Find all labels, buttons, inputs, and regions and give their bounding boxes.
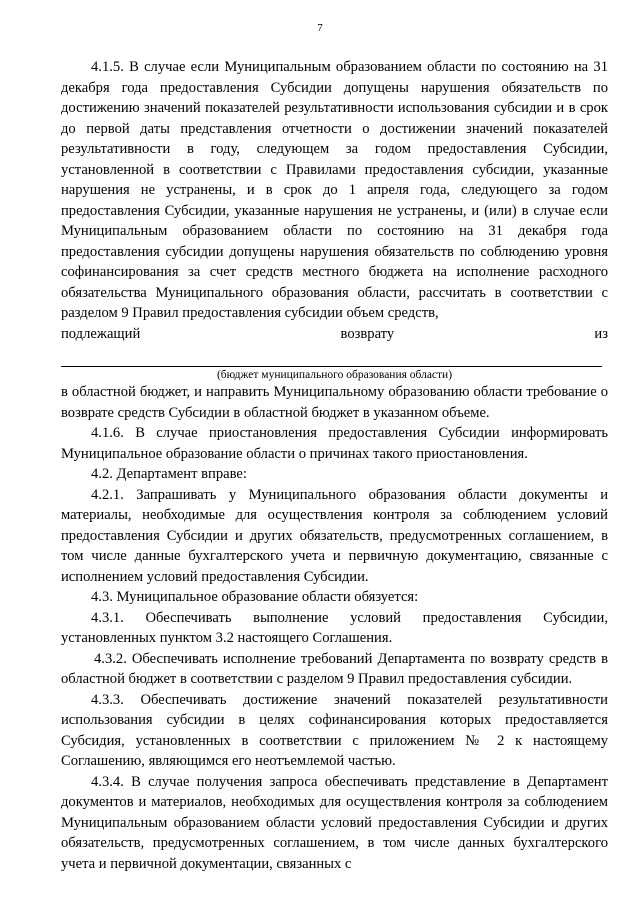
paragraph-4-1-6: 4.1.6. В случае приостановления предоставления Субсидии информировать Муниципальное образование области о причинах такого приостановления. <box>61 425 608 462</box>
word: из <box>594 325 608 342</box>
paragraph-4-3: 4.3. Муниципальное образование области обязуется: <box>91 589 419 605</box>
paragraph-4-1-5: 4.1.5. В случае если Муниципальным образованием области по состоянию на 31 декабря года предоставления Субсидии допущены нарушения обязательств по достижению значений показателей результативности использования субсидии и в срок до первой даты представления отчетности о достижении значений показателей результативности в году, следующем за годом предоставления Субсидии, установленной в соответствии с Правилами предоставления субсидии, указанные нарушения не устранены, и в срок до 1 апреля года, следующего за годом предоставления Субсидии, указанные нарушения не устранены, и (или) в случае если Муниципальным образованием области по состоянию на 31 декабря года предоставления субсидии допущены нарушения обязательств по соблюдению уровня софинансирования за счет средств местного бюджета на исполнение расходного обязательства Муниципального образования области, рассчитать в соответствии с разделом 9 Правил предоставления субсидии объем средств, <box>61 59 608 321</box>
fill-in-blank-line <box>61 344 602 367</box>
paragraph-4-3-2: 4.3.2. Обеспечивать исполнение требований Департамента по возврату средств в областной бюджет в соответствии с разделом 9 Правил предоставления субсидии. <box>61 650 608 687</box>
paragraph-4-2-1: 4.2.1. Запрашивать у Муниципального образования области документы и материалы, необходимые для осуществления контроля за соблюдением условий предоставления Субсидии и других обязательств, предусмотренных соглашением, в том числе данные бухгалтерского учета и первичную документацию, связанные с исполнением условий предоставления Субсидии. <box>61 486 608 585</box>
paragraph-4-2: 4.2. Департамент вправе: <box>91 466 247 482</box>
paragraph-4-3-3: 4.3.3. Обеспечивать достижение значений показателей результативности использования субсидии в целях софинансирования которых предоставляется Субсидия, установленных в соответствии с приложением № 2 к настоящему Соглашению, являющимся его неотъемлемой частью. <box>61 691 608 769</box>
word: возврату <box>340 325 395 342</box>
paragraph-4-1-5-last-line <box>61 324 608 345</box>
document-body <box>61 57 608 874</box>
word: подлежащий <box>61 325 141 342</box>
page-number: 7 <box>317 22 323 34</box>
paragraph-4-3-1: 4.3.1. Обеспечивать выполнение условий предоставления Субсидии, установленных пунктом 3.2 настоящего Соглашения. <box>61 609 608 646</box>
paragraph-4-3-4: 4.3.4. В случае получения запроса обеспечивать представление в Департамент документов и материалов, необходимых для осуществления контроля за соблюдением Муниципальным образованием области условий предоставления Субсидии и других обязательств, предусмотренных соглашением, в том числе данных бухгалтерского учета и первичной документации, связанных с <box>61 773 608 872</box>
blank-caption: (бюджет муниципального образования области) <box>216 369 453 381</box>
paragraph-4-1-5-continued: в областной бюджет, и направить Муниципальному образованию области требование о возврате средств Субсидии в областной бюджет в указанном объеме. <box>61 384 608 421</box>
